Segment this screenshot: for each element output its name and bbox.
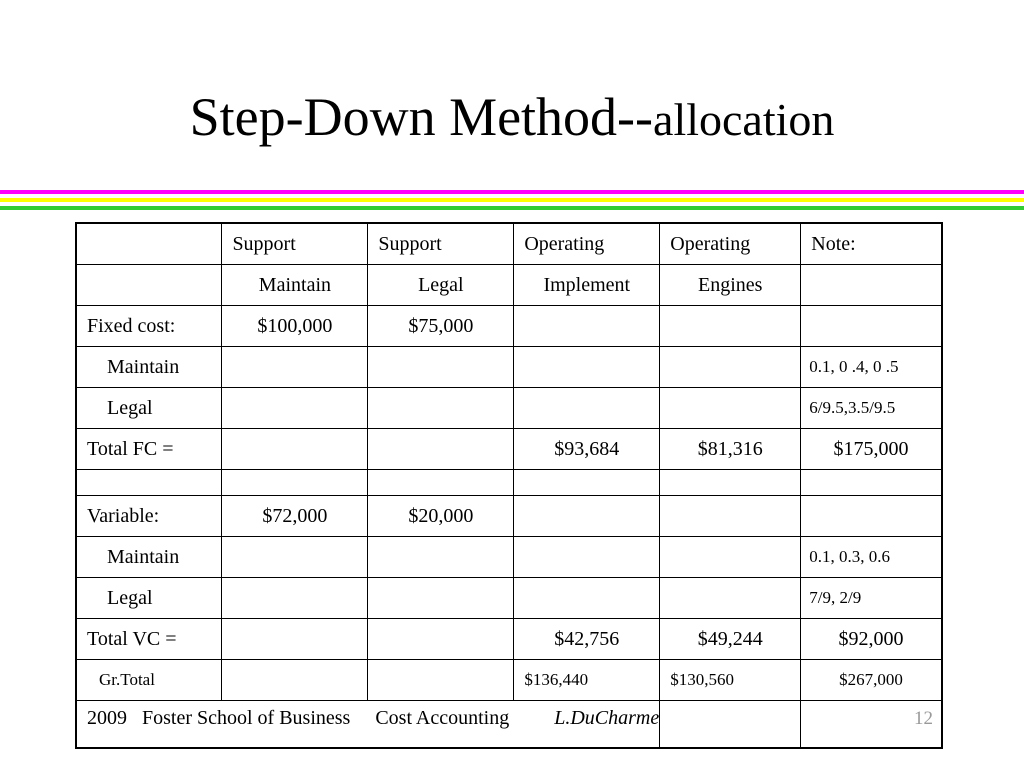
table-cell [514, 537, 660, 578]
yellow-stripe [0, 198, 1024, 202]
header-maintain: Maintain [222, 265, 368, 306]
header2-note-blank [801, 265, 942, 306]
footer-course: Cost Accounting [375, 707, 510, 729]
fixed-maintain-label: Maintain [76, 347, 222, 388]
page-number: 12 [914, 708, 933, 729]
footer-year: 2009 [87, 707, 127, 729]
table-cell [514, 388, 660, 429]
total-fc-note: $175,000 [801, 429, 942, 470]
green-stripe [0, 206, 1024, 210]
table-cell [368, 578, 514, 619]
table-cell [801, 496, 942, 537]
fixed-maintain-alloc-row [76, 347, 942, 388]
table-cell [368, 470, 514, 496]
table-cell [368, 660, 514, 701]
table-cell [222, 347, 368, 388]
table-cell [660, 701, 801, 749]
table-cell [660, 470, 801, 496]
fixed-legal-cell: $75,000 [368, 306, 514, 347]
header-legal: Legal [368, 265, 514, 306]
var-legal-label: Legal [76, 578, 222, 619]
table-cell [222, 429, 368, 470]
grand-total-row [76, 660, 942, 701]
variable-maintain-cell: $72,000 [222, 496, 368, 537]
table-cell [660, 306, 801, 347]
table-cell [514, 578, 660, 619]
footer-author: L.DuCharme [554, 707, 660, 729]
total-fc-label: Total FC = [76, 429, 222, 470]
allocation-table [75, 222, 943, 749]
title-main: Step-Down Method-- [189, 87, 654, 147]
header-support-1: Support [222, 223, 368, 265]
table-cell [660, 537, 801, 578]
table-cell [222, 578, 368, 619]
variable-legal-cell: $20,000 [368, 496, 514, 537]
total-vc-label: Total VC = [76, 619, 222, 660]
table-cell [660, 388, 801, 429]
total-fc-engines: $81,316 [660, 429, 801, 470]
grand-total-label: Gr.Total [76, 660, 222, 701]
header-note: Note: [801, 223, 942, 265]
fixed-maintain-cell: $100,000 [222, 306, 368, 347]
header-blank [76, 223, 222, 265]
footer-citation [76, 701, 660, 749]
header2-blank [76, 265, 222, 306]
footer-school: Foster School of Business [142, 707, 351, 729]
total-fc-implement: $93,684 [514, 429, 660, 470]
table-cell [368, 429, 514, 470]
header-operating-1: Operating [514, 223, 660, 265]
table-cell [222, 619, 368, 660]
table-cell [222, 470, 368, 496]
title-allocation: allocation [653, 94, 835, 145]
total-vc-note: $92,000 [801, 619, 942, 660]
table-cell [660, 347, 801, 388]
table-cell [514, 306, 660, 347]
total-fc-row [76, 429, 942, 470]
grand-total-implement: $136,440 [514, 660, 660, 701]
table-cell [222, 537, 368, 578]
fixed-cost-label: Fixed cost: [76, 306, 222, 347]
fixed-maintain-note: 0.1, 0 .4, 0 .5 [801, 347, 942, 388]
fixed-legal-alloc-row [76, 388, 942, 429]
fixed-legal-label: Legal [76, 388, 222, 429]
total-vc-implement: $42,756 [514, 619, 660, 660]
table-cell [514, 347, 660, 388]
slide-title [0, 82, 1024, 155]
table-cell [368, 388, 514, 429]
table-cell [514, 496, 660, 537]
grand-total-engines: $130,560 [660, 660, 801, 701]
table-cell [660, 578, 801, 619]
grand-total-note: $267,000 [801, 660, 942, 701]
total-vc-row [76, 619, 942, 660]
table-cell [222, 660, 368, 701]
variable-label: Variable: [76, 496, 222, 537]
total-vc-engines: $49,244 [660, 619, 801, 660]
var-maintain-alloc-row [76, 537, 942, 578]
header-implement: Implement [514, 265, 660, 306]
magenta-stripe [0, 190, 1024, 194]
table-cell [801, 470, 942, 496]
header-operating-2: Operating [660, 223, 801, 265]
header-row-2 [76, 265, 942, 306]
table-cell [222, 388, 368, 429]
var-legal-alloc-row [76, 578, 942, 619]
fixed-cost-row [76, 306, 942, 347]
var-legal-note: 7/9, 2/9 [801, 578, 942, 619]
table-cell [368, 619, 514, 660]
table-cell [368, 537, 514, 578]
header-row-1 [76, 223, 942, 265]
table-cell [801, 306, 942, 347]
header-support-2: Support [368, 223, 514, 265]
header-engines: Engines [660, 265, 801, 306]
variable-row [76, 496, 942, 537]
blank-row [76, 470, 942, 496]
table-cell [514, 470, 660, 496]
footer-row [76, 701, 942, 749]
table-cell [76, 470, 222, 496]
var-maintain-label: Maintain [76, 537, 222, 578]
fixed-legal-note: 6/9.5,3.5/9.5 [801, 388, 942, 429]
table-cell [368, 347, 514, 388]
var-maintain-note: 0.1, 0.3, 0.6 [801, 537, 942, 578]
table-cell [660, 496, 801, 537]
